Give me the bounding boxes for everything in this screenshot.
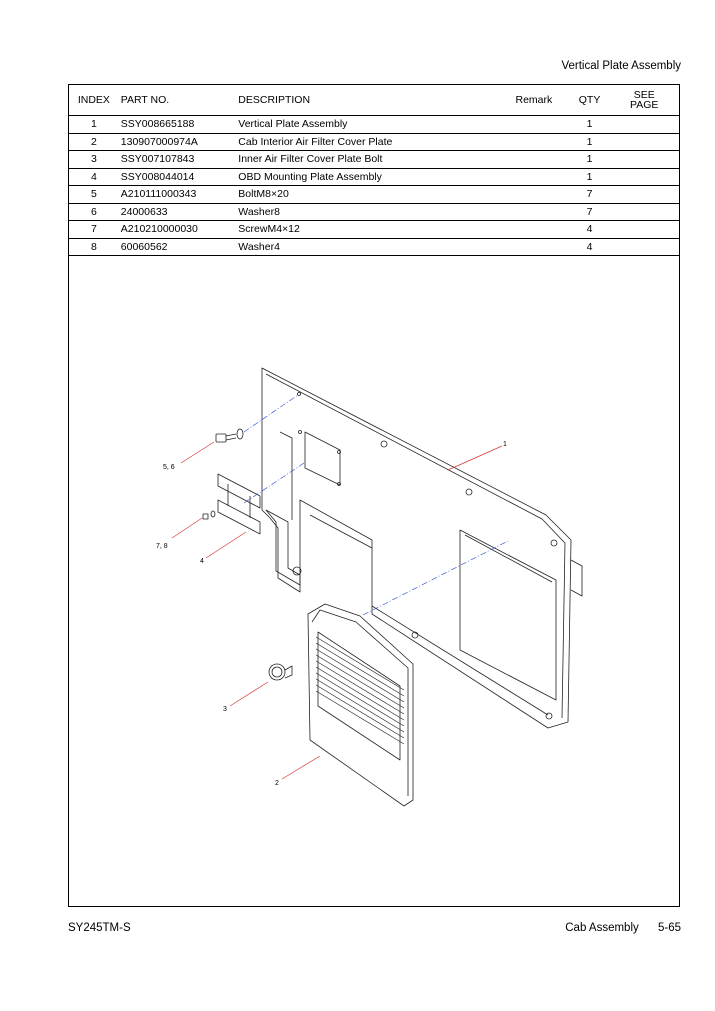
callout-label-4: 4 — [200, 558, 204, 565]
cell-index: 8 — [69, 238, 119, 256]
cell-index: 1 — [69, 116, 119, 134]
cover-plate-bolt-part — [269, 664, 292, 680]
air-filter-cover-part — [308, 604, 413, 806]
callout-label-5-6: 5, 6 — [163, 464, 175, 471]
cell-description: Vertical Plate Assembly — [238, 116, 498, 134]
bolt-washer-part — [216, 429, 243, 442]
cell-qty: 1 — [570, 133, 610, 151]
cell-index: 3 — [69, 151, 119, 169]
cell-qty: 1 — [570, 151, 610, 169]
cell-qty: 4 — [570, 221, 610, 239]
cell-index: 2 — [69, 133, 119, 151]
cell-description: Inner Air Filter Cover Plate Bolt — [238, 151, 498, 169]
cell-description: Washer4 — [238, 238, 498, 256]
col-part-no-header: PART NO. — [119, 85, 239, 116]
cell-qty: 4 — [570, 238, 610, 256]
cell-part-no: A210210000030 — [119, 221, 239, 239]
footer-model: SY245TM-S — [68, 922, 131, 934]
cell-description: ScrewM4×12 — [238, 221, 498, 239]
col-index-header: INDEX — [69, 85, 119, 116]
cell-index: 5 — [69, 186, 119, 204]
cell-description: Washer8 — [238, 203, 498, 221]
callout-label-2: 2 — [275, 780, 279, 787]
cell-index: 4 — [69, 168, 119, 186]
cell-part-no: 24000633 — [119, 203, 239, 221]
cell-index: 7 — [69, 221, 119, 239]
col-remark-header: Remark — [498, 85, 570, 116]
see-page-line2: PAGE — [630, 99, 659, 111]
callout-leaders — [172, 442, 502, 779]
vertical-plate-part — [262, 368, 582, 728]
cell-part-no: SSY008044014 — [119, 168, 239, 186]
screw-washer-part — [203, 511, 215, 519]
footer-page-number: 5-65 — [657, 922, 681, 934]
cell-part-no: 60060562 — [119, 238, 239, 256]
cell-qty: 7 — [570, 186, 610, 204]
callout-label-7-8: 7, 8 — [156, 543, 168, 550]
obd-mounting-plate-part — [218, 474, 300, 585]
page-header-title: Vertical Plate Assembly — [561, 60, 681, 72]
cell-part-no: SSY008665188 — [119, 116, 239, 134]
cell-description: Cab Interior Air Filter Cover Plate — [238, 133, 498, 151]
callout-label-1: 1 — [503, 441, 507, 448]
footer-right — [565, 922, 681, 934]
cell-part-no: A210111000343 — [119, 186, 239, 204]
cell-part-no: SSY007107843 — [119, 151, 239, 169]
see-page-line1: SEE — [633, 89, 655, 101]
col-qty-header: QTY — [570, 85, 610, 116]
cell-part-no: 130907000974A — [119, 133, 239, 151]
cell-index: 6 — [69, 203, 119, 221]
callout-label-3: 3 — [223, 706, 227, 713]
cell-description: OBD Mounting Plate Assembly — [238, 168, 498, 186]
cell-qty: 1 — [570, 116, 610, 134]
cell-qty: 7 — [570, 203, 610, 221]
cell-qty: 1 — [570, 168, 610, 186]
cell-description: BoltM8×20 — [238, 186, 498, 204]
footer-section: Cab Assembly — [565, 922, 639, 934]
stud-markers — [293, 393, 557, 720]
col-description-header: DESCRIPTION — [238, 85, 498, 116]
